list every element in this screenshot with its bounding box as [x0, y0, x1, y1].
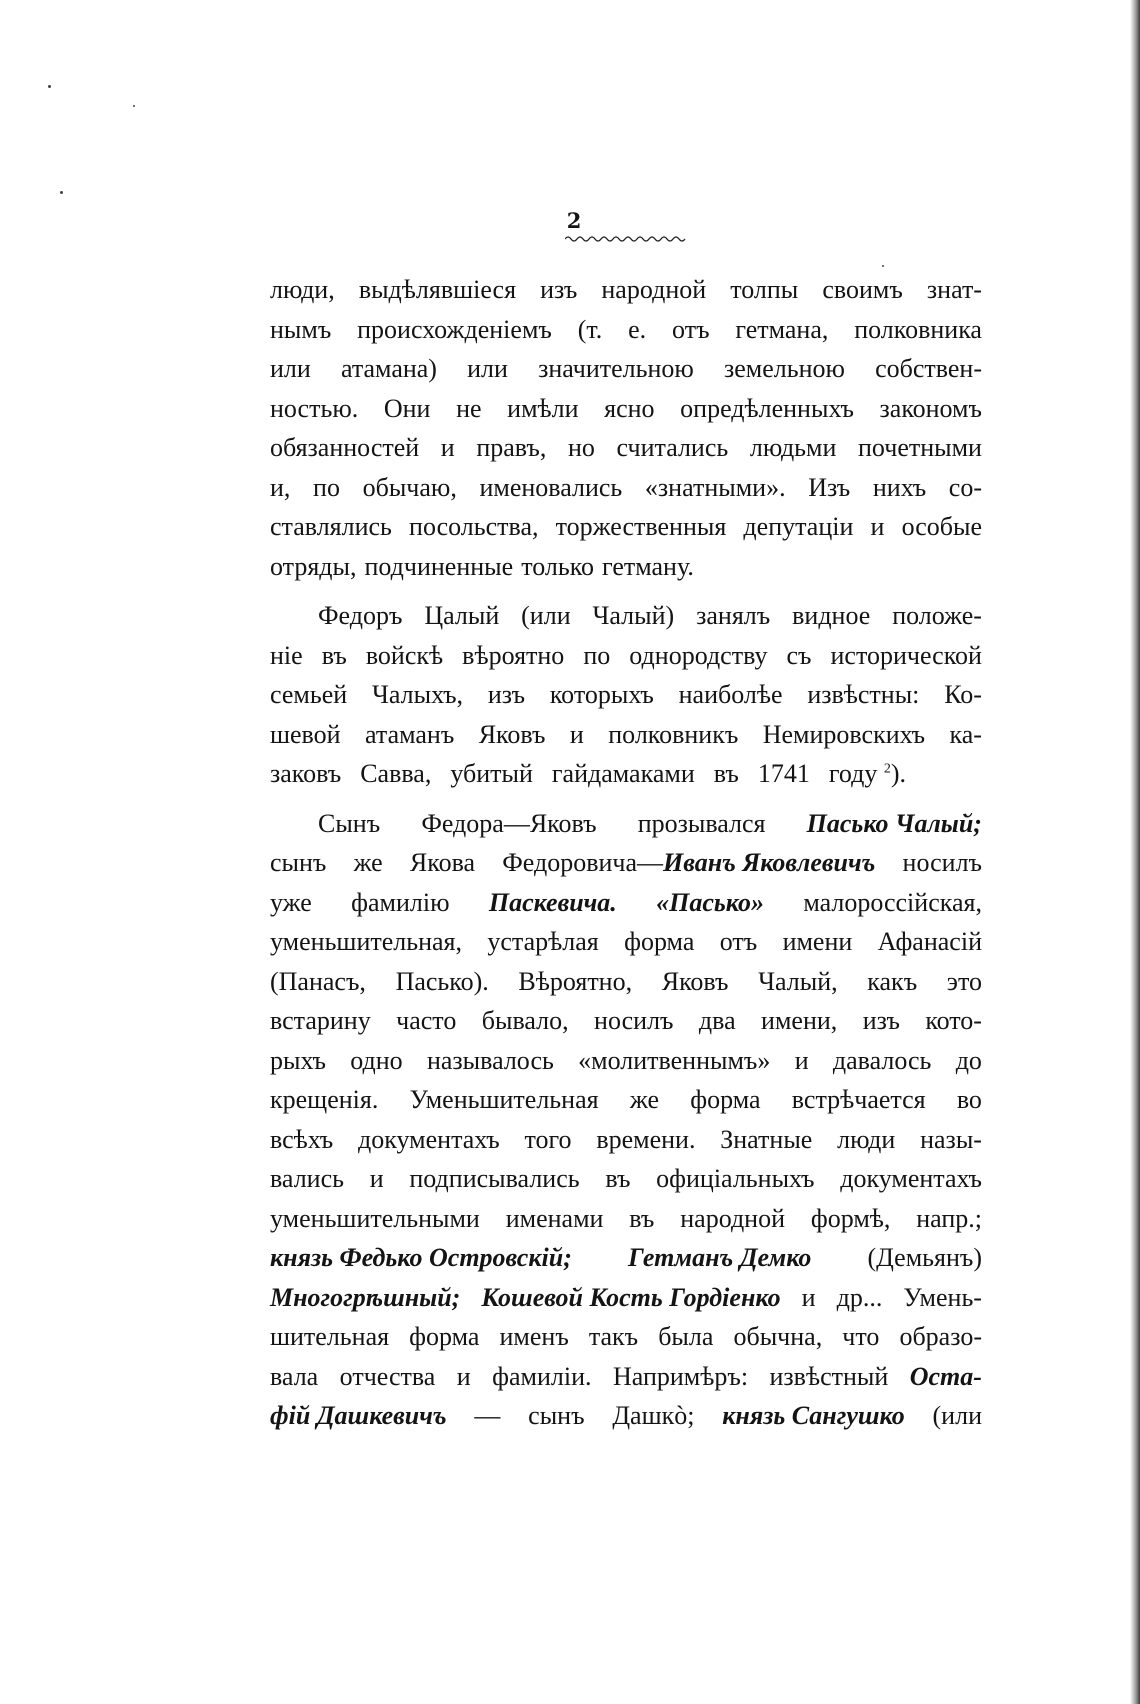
word: одно — [350, 1045, 403, 1075]
word: занялъ — [696, 601, 771, 630]
word: именами — [505, 1203, 604, 1233]
word: уменьшительная, — [270, 927, 463, 956]
text-line — [270, 1238, 982, 1278]
scan-speck — [48, 85, 51, 88]
text-line — [270, 507, 982, 547]
page-edge-shadow — [1130, 0, 1140, 1704]
text-line — [270, 389, 982, 429]
word: образо- — [899, 1322, 982, 1351]
word: форма — [690, 1085, 761, 1114]
word: люди — [837, 1124, 896, 1154]
word: прозывался — [637, 808, 766, 838]
text-line — [270, 1199, 982, 1239]
text-line — [270, 843, 982, 883]
word: или — [467, 354, 508, 383]
body-text — [270, 270, 982, 1436]
word: имѣли — [507, 393, 579, 423]
word: нихъ — [872, 472, 927, 502]
word: носилъ — [594, 1006, 674, 1035]
word: Дашкò; — [612, 1401, 695, 1430]
word: до — [955, 1045, 982, 1075]
word: атамана) — [340, 354, 437, 383]
word: толпы — [730, 275, 799, 304]
word: гетмана, — [735, 314, 829, 344]
word: Напримѣръ: — [613, 1361, 749, 1391]
word: изъ — [487, 680, 526, 709]
word: по — [583, 640, 611, 670]
text-line — [270, 547, 982, 587]
word: документахъ — [840, 1164, 982, 1193]
word: наиболѣе — [678, 680, 783, 709]
word: извѣстный — [769, 1361, 889, 1391]
word: и — [794, 1045, 809, 1075]
word: кото- — [925, 1006, 982, 1035]
word: (или — [932, 1401, 982, 1430]
text-line — [270, 922, 982, 962]
word: Ко- — [944, 680, 982, 709]
word: Пасько). — [395, 966, 489, 996]
word: (Демьянъ) — [867, 1243, 982, 1272]
word: Афанасій — [877, 927, 982, 956]
scan-speck — [882, 265, 884, 267]
word: семьей — [270, 680, 348, 709]
word: съ — [786, 640, 812, 670]
word: но — [567, 433, 595, 462]
word: народной — [601, 275, 707, 304]
word: народной — [680, 1203, 785, 1233]
word: 1741 — [757, 759, 810, 788]
word: уже — [270, 887, 312, 917]
word: обычна, — [733, 1322, 823, 1351]
word: посольства, — [409, 512, 539, 541]
word: въ — [321, 640, 347, 670]
footnote-ref: 2 — [883, 761, 891, 777]
word: именовались — [479, 472, 623, 502]
word: Уменьшительная — [409, 1085, 599, 1114]
word: устарѣлая — [487, 927, 599, 956]
word: обычаю, — [362, 472, 457, 502]
word: правъ, — [476, 433, 547, 462]
word: своимъ — [822, 275, 903, 304]
word: видное — [792, 601, 871, 630]
word: отъ — [672, 314, 710, 344]
word: Цалый — [424, 601, 500, 630]
word: гайдамаками — [551, 759, 695, 788]
word: рыхъ — [270, 1045, 326, 1075]
word: значительною — [538, 354, 694, 383]
word: вѣроятно — [462, 640, 565, 670]
word: такъ — [588, 1322, 639, 1351]
word: — — [474, 1401, 501, 1430]
word: Якова — [409, 848, 476, 877]
word: ностью. — [270, 393, 359, 423]
word: исторической — [830, 640, 982, 670]
text-line — [270, 1357, 982, 1397]
word: какъ — [867, 966, 918, 996]
word: ніе — [270, 640, 303, 670]
text-line — [270, 349, 982, 389]
word: Чалый, — [758, 966, 838, 996]
word: крещенія. — [270, 1085, 379, 1114]
word: называлось — [426, 1045, 554, 1075]
word: форма — [624, 927, 695, 956]
word: е. — [628, 314, 647, 344]
word: вались — [270, 1164, 344, 1193]
word: только — [521, 551, 595, 581]
word: офиціальныхъ — [656, 1164, 815, 1193]
word: гетману. — [602, 551, 694, 581]
word: ясно — [604, 393, 655, 423]
word: отряды, — [270, 551, 357, 581]
word: «знатными». — [644, 472, 786, 502]
word: вала — [270, 1361, 319, 1391]
text-line — [270, 468, 982, 508]
word: др... — [836, 1282, 883, 1312]
word: отъ — [719, 927, 758, 956]
word: людьми — [749, 433, 837, 462]
word: полковника — [854, 314, 982, 344]
word: Яковъ — [478, 719, 546, 749]
scan-speck — [133, 105, 135, 107]
text-line — [270, 675, 982, 715]
word: извѣстны: — [807, 680, 920, 709]
text-line — [270, 636, 982, 676]
text-line — [270, 1001, 982, 1041]
word: имени, — [761, 1006, 838, 1035]
word: форма — [409, 1322, 480, 1351]
italic-name: князь Сангушко — [722, 1401, 905, 1430]
word: атаманъ — [365, 719, 455, 749]
word: времени. — [596, 1124, 696, 1154]
word: Чалыхъ, — [371, 680, 464, 709]
word: именъ — [499, 1322, 569, 1351]
scan-speck — [60, 191, 63, 194]
word: убитый — [450, 759, 533, 788]
word: два — [698, 1006, 736, 1035]
word: и, — [270, 472, 291, 502]
word: и — [870, 512, 885, 541]
text-line — [270, 962, 982, 1002]
word: изъ — [540, 275, 578, 304]
word: Чалый) — [592, 601, 675, 630]
italic-name: «Пасько» — [656, 887, 764, 917]
word: малороссійская, — [803, 887, 982, 917]
text-line — [270, 1159, 982, 1199]
word: часто — [396, 1006, 457, 1035]
word: изъ — [862, 1006, 900, 1035]
word: (Панасъ, — [270, 966, 366, 996]
word: Федоръ — [318, 601, 403, 630]
word: войскѣ — [365, 640, 444, 670]
word: особые — [901, 512, 982, 541]
text-line — [270, 270, 982, 310]
word: фамиліи. — [492, 1361, 592, 1391]
word: полковникъ — [608, 719, 739, 749]
word: Изъ — [808, 472, 851, 502]
word: (или — [521, 601, 571, 630]
word: и — [569, 719, 584, 749]
word: со- — [948, 472, 982, 502]
word: сынъ — [270, 848, 327, 877]
word: люди, — [270, 275, 335, 304]
word: Савва, — [360, 759, 432, 788]
word: уменьшительными — [270, 1203, 480, 1233]
word: во — [956, 1085, 982, 1114]
word: встарину — [270, 1006, 371, 1035]
text-line — [270, 1080, 982, 1120]
word: и — [456, 1361, 471, 1391]
word: того — [524, 1124, 572, 1154]
word: это — [946, 966, 982, 996]
word: положе- — [892, 601, 982, 630]
word: закономъ — [879, 393, 982, 423]
word: Сынъ — [318, 808, 381, 838]
word: считались — [616, 433, 729, 462]
word: не — [456, 393, 482, 423]
text-line — [270, 1396, 982, 1436]
page-header — [0, 208, 1140, 233]
word: земельною — [723, 354, 845, 383]
word: собствен- — [875, 354, 982, 383]
word: и — [440, 433, 455, 462]
word: ка- — [949, 719, 982, 749]
word: подписывались — [409, 1164, 580, 1193]
word: бывало, — [481, 1006, 569, 1035]
italic-name: Оста- — [909, 1361, 982, 1391]
italic-name: Паскевича. — [488, 887, 617, 917]
word: Вѣроятно, — [518, 966, 633, 996]
text-line — [270, 310, 982, 350]
word: однородству — [629, 640, 768, 670]
word: почетными — [858, 433, 982, 462]
word: Умень- — [903, 1282, 982, 1312]
word: (т. — [577, 314, 603, 344]
word: Федоровича—Иванъ Яковлевичъ — [502, 848, 876, 877]
text-line — [270, 754, 982, 794]
text-line — [270, 596, 982, 636]
word: происхожденіемъ — [357, 314, 552, 344]
word: «молитвеннымъ» — [578, 1045, 771, 1075]
word: въ — [605, 1164, 631, 1193]
word: Федора—Яковъ — [421, 808, 597, 838]
word: напр.; — [916, 1203, 982, 1233]
text-line — [270, 428, 982, 468]
word: шительная — [270, 1322, 390, 1351]
word: въ — [713, 759, 739, 788]
word: давалось — [832, 1045, 932, 1075]
word: и — [801, 1282, 816, 1312]
word: депутаціи — [743, 512, 854, 541]
italic-name: Многогрѣшный; — [270, 1282, 461, 1312]
word: или — [270, 354, 311, 383]
word: Яковъ — [661, 966, 729, 996]
word: была — [658, 1322, 714, 1351]
word: по — [313, 472, 340, 502]
text-line — [270, 1041, 982, 1081]
word: году $^2$). — [828, 759, 906, 788]
word: Знатные — [720, 1124, 813, 1154]
word: нымъ — [270, 314, 332, 344]
word: торжественныя — [555, 512, 727, 541]
word: формѣ, — [810, 1203, 891, 1233]
word: и — [369, 1164, 384, 1193]
word: что — [842, 1322, 880, 1351]
word: обязанностей — [270, 433, 420, 462]
word: выдѣлявшіеся — [358, 275, 517, 304]
italic-name: фій Дашкевичъ — [270, 1401, 447, 1430]
word: встрѣчается — [791, 1085, 926, 1114]
word: же — [353, 848, 383, 877]
italic-name: князь Федько Островскій; — [270, 1243, 572, 1272]
text-line — [270, 1278, 982, 1318]
word: имени — [782, 927, 853, 956]
word: подчиненные — [364, 551, 514, 581]
italic-name: Кошевой Кость Гордіенко — [481, 1282, 781, 1312]
word: которыхъ — [549, 680, 654, 709]
word: Немировскихъ — [762, 719, 926, 749]
word: заковъ — [270, 759, 342, 788]
word: назы- — [920, 1124, 982, 1154]
word: ставлялись — [270, 512, 392, 541]
text-line — [270, 804, 982, 844]
text-line — [270, 883, 982, 923]
word: опредѣленныхъ — [680, 393, 854, 423]
word: отчества — [339, 1361, 436, 1391]
word: шевой — [270, 719, 341, 749]
text-line — [270, 715, 982, 755]
word: носилъ — [902, 848, 982, 877]
word: сынъ — [528, 1401, 585, 1430]
wavy-rule-ornament — [565, 234, 687, 244]
text-line — [270, 1317, 982, 1357]
word: же — [629, 1085, 659, 1114]
italic-name: Гетманъ Демко — [627, 1243, 812, 1272]
word: знат- — [926, 275, 982, 304]
italic-name: Пасько Чалый; — [806, 808, 982, 838]
text-line — [270, 1120, 982, 1160]
word: Они — [383, 393, 431, 423]
word: фамилію — [351, 887, 450, 917]
word: въ — [629, 1203, 655, 1233]
word: документахъ — [358, 1124, 500, 1154]
word: всѣхъ — [270, 1124, 334, 1154]
page-number: 2 — [566, 208, 582, 233]
